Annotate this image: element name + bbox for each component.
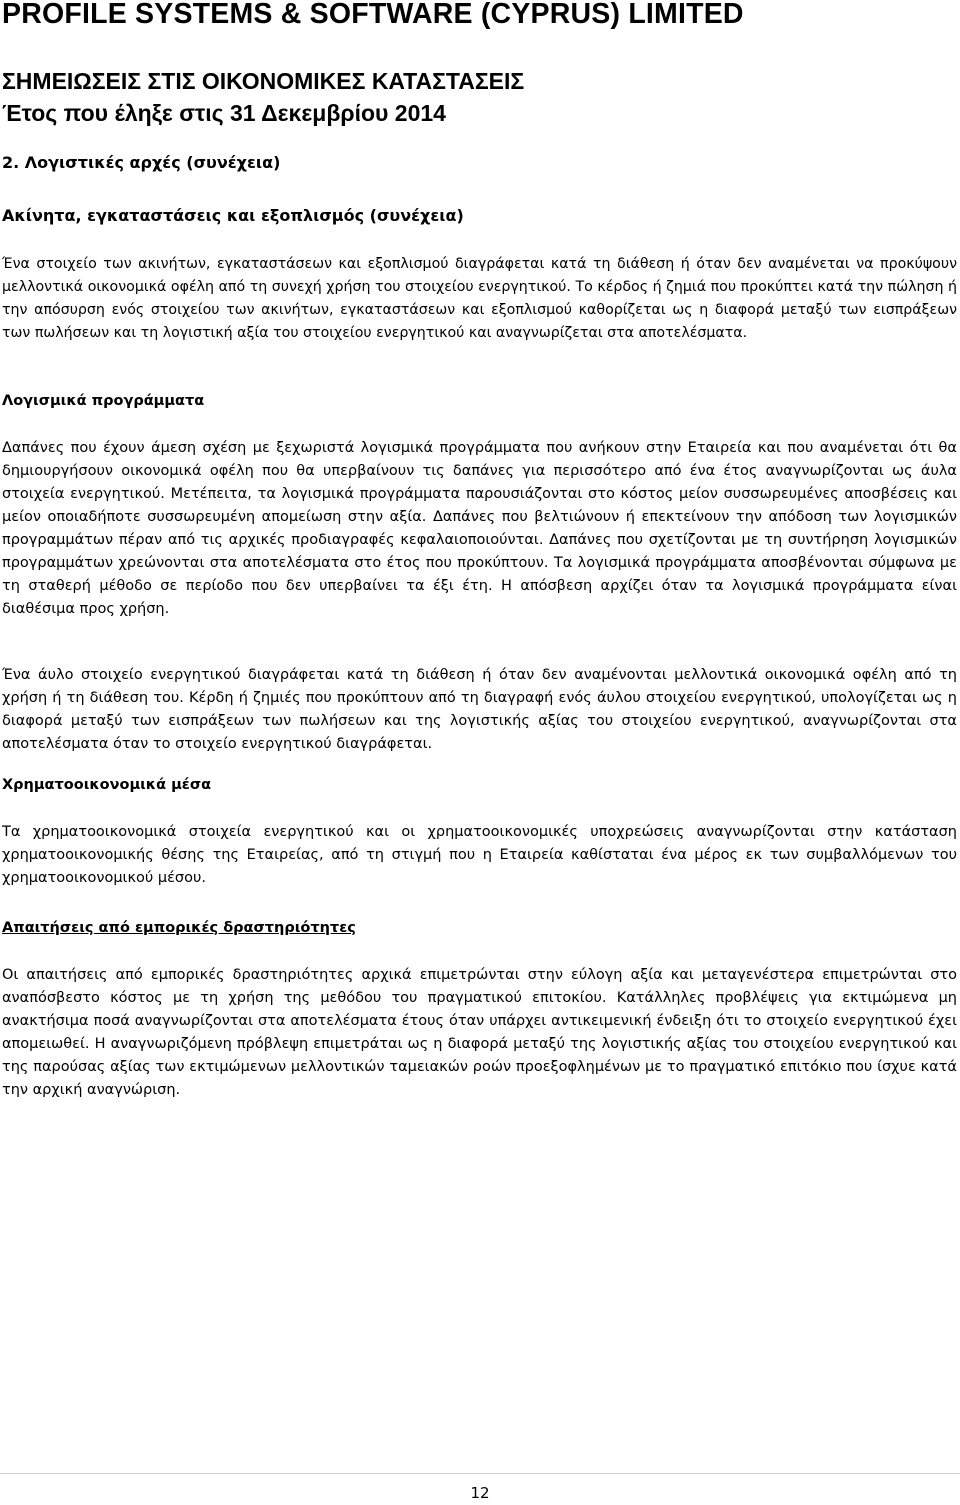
heading-software: Λογισμικά προγράμματα <box>2 393 205 409</box>
paragraph-financial-instruments: Τα χρηματοοικονομικά στοιχεία ενεργητικού και οι χρηματοοικονομικές υποχρεώσεις αναγνωρίζονται στην κατάσταση χρηματοοικονομικής θέσης της Εταιρείας, από τη στιγμή που η Εταιρεία καθίσταται ένα μέρος εκ των συμβαλλόμενων του χρηματοοικονομικού μέσου. <box>2 824 957 886</box>
paragraph-derecognition-ppe: Ένα στοιχείο των ακινήτων, εγκαταστάσεων και εξοπλισμού διαγράφεται κατά τη διάθεση ή όταν δεν αναμένεται να προκύψουν μελλοντικά οικονομικά οφέλη από τη συνεχή χρήση του στοιχείου ενεργητικού. Το κέρδος ή ζημιά που προκύπτει κατά την πώληση ή την απόσυρση ενός στοιχείου των ακινήτων, εγκαταστάσεων και εξοπλισμού καθορίζεται ως η διαφορά μεταξύ των εισπράξεων των πωλήσεων και τη λογιστική αξία του στοιχείου ενεργητικού και αναγνωρίζεται στα αποτελέσματα. <box>2 256 957 341</box>
footer-divider <box>0 1473 960 1474</box>
paragraph-intangible-derecognition: Ένα άυλο στοιχείο ενεργητικού διαγράφεται κατά τη διάθεση ή όταν δεν αναμένονται μελλοντικά οικονομικά οφέλη από τη χρήση ή τη διάθεση του. Κέρδη ή ζημιές που προκύπτουν από τη διαγραφή ενός άυλου στοιχείου ενεργητικού, υπολογίζεται ως η διαφορά μεταξύ των εισπράξεων των πωλήσεων και της λογιστικής αξίας του στοιχείου ενεργητικού, αναγνωρίζονται στα αποτελέσματα όταν το στοιχείο ενεργητικού διαγράφεται. <box>2 667 957 752</box>
paragraph-software-costs: Δαπάνες που έχουν άμεση σχέση με ξεχωριστά λογισμικά προγράμματα που ανήκουν στην Εταιρεία και που αναμένεται ότι θα δημιουργήσουν οικονομικά οφέλη που θα υπερβαίνουν τις δαπάνες για περισσότερο από ένα έτος αναγνωρίζονται ως άυλα στοιχεία ενεργητικού. Μετέπειτα, τα λογισμικά προγράμματα παρουσιάζονται στο κόστος μείον συσσωρευμένες αποσβέσεις και μείον οποιαδήποτε συσσωρευμένη απομείωση στην αξία. Δαπάνες που βελτιώνουν ή επεκτείνουν την απόδοση των λογισμικών προγραμμάτων πέραν από τις αρχικές προδιαγραφές κεφαλαιοποιούνται. Δαπάνες που σχετίζονται με τη συντήρηση λογισμικών προγραμμάτων χρεώνονται στα αποτελέσματα στο έτος που προκύπτουν. Τα λογισμικά προγράμματα αποσβένονται σύμφωνα με τη σταθερή μέθοδο σε περίοδο που δεν υπερβαίνει τα έξι έτη. Η απόσβεση αρχίζει όταν τα λογισμικά προγράμματα είναι διαθέσιμα προς χρήση. <box>2 440 957 617</box>
company-name: PROFILE SYSTEMS & SOFTWARE (CYPRUS) LIMITED <box>2 0 744 30</box>
section-subheading: Ακίνητα, εγκαταστάσεις και εξοπλισμός (συνέχεια) <box>2 206 464 225</box>
paragraph-trade-receivables: Οι απαιτήσεις από εμπορικές δραστηριότητες αρχικά επιμετρώνται στην εύλογη αξία και μεταγενέστερα επιμετρώνται στο αναπόσβεστο κόστος με τη χρήση της μεθόδου του πραγματικού επιτοκίου. Κατάλληλες προβλέψεις για εκτιμώμενα μη ανακτήσιμα ποσά αναγνωρίζονται στα αποτελέσματα έτους όταν υπάρχει αντικειμενική ένδειξη ότι το στοιχείο ενεργητικού έχει απομειωθεί. Η αναγνωριζόμενη πρόβλεψη επιμετράται ως η διαφορά μεταξύ της λογιστικής αξίας του στοιχείου ενεργητικού και της παρούσας αξίας των εκτιμώμενων μελλοντικών ταμειακών ροών προεξοφλημένων με το πραγματικό επιτόκιο που ίσχυε κατά την αρχική αναγνώριση. <box>2 967 957 1098</box>
document-title: ΣΗΜΕΙΩΣΕΙΣ ΣΤΙΣ ΟΙΚΟΝΟΜΙΚΕΣ ΚΑΤΑΣΤΑΣΕΙΣ <box>2 68 525 94</box>
section-heading: 2. Λογιστικές αρχές (συνέχεια) <box>2 153 281 172</box>
heading-trade-receivables: Απαιτήσεις από εμπορικές δραστηριότητες <box>2 920 356 936</box>
heading-financial-instruments: Χρηματοοικονομικά μέσα <box>2 777 212 793</box>
document-subtitle: Έτος που έληξε στις 31 Δεκεμβρίου 2014 <box>2 100 446 126</box>
page-number: 12 <box>470 1484 490 1502</box>
